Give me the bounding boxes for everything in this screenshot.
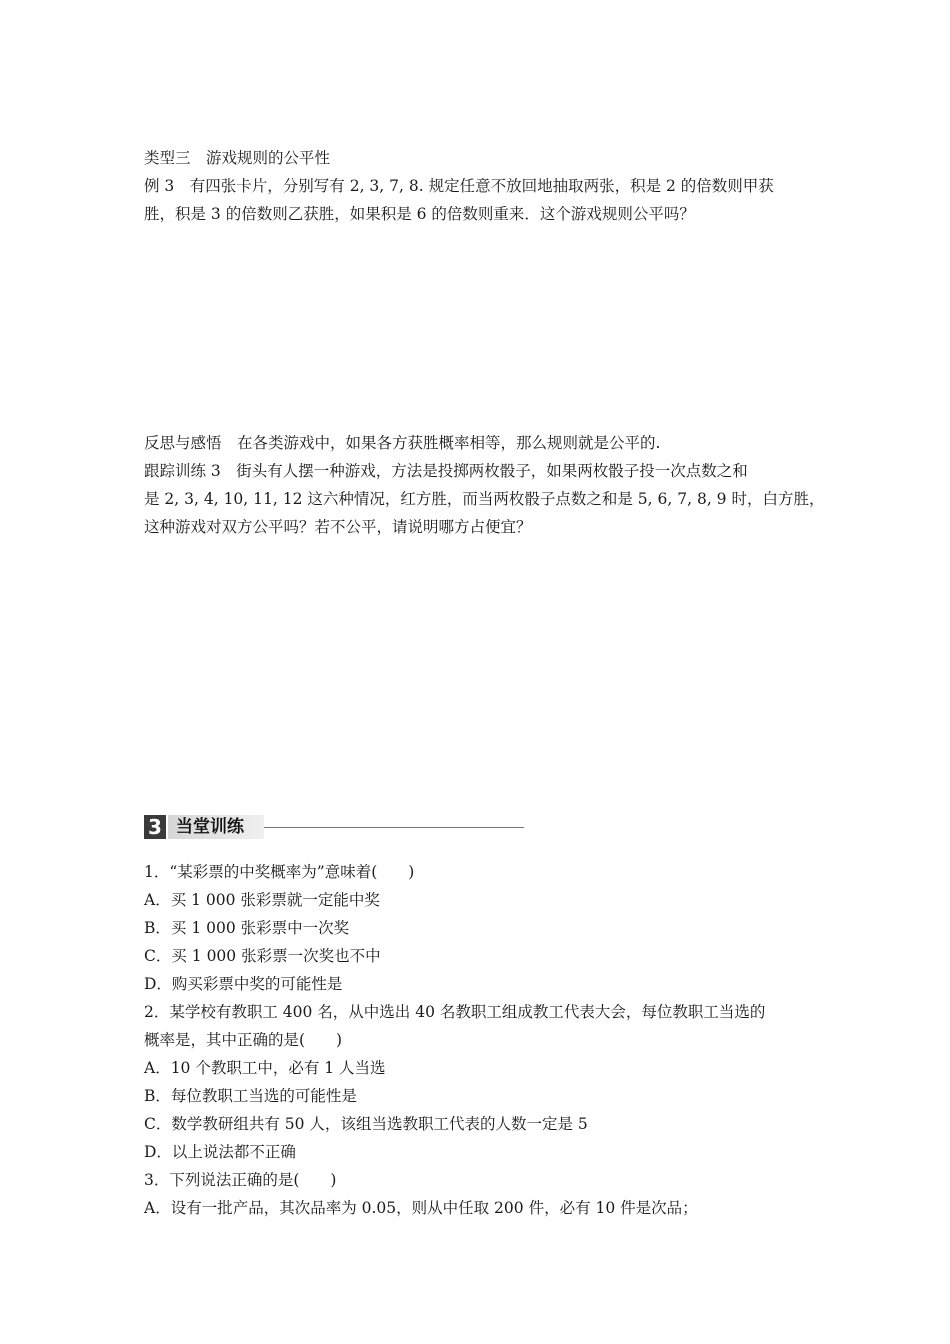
q2-option-a: A．10 个教职工中，必有 1 人当选 [144,1059,386,1077]
q1-option-b: B．买 1 000 张彩票中一次奖 [144,919,350,937]
q1-stem: 1．“某彩票的中奖概率为”意味着( ) [144,863,415,881]
q2-option-c: C．数学教研组共有 50 人，该组当选教职工代表的人数一定是 5 [144,1115,588,1133]
q2-stem-line-2: 概率是，其中正确的是( ) [144,1031,343,1049]
section-number-badge: 3 [144,815,166,839]
reflection-text: 反思与感悟 在各类游戏中，如果各方获胜概率相等，那么规则就是公平的. [144,434,661,452]
tracking-line-1: 跟踪训练 3 街头有人摆一种游戏，方法是投掷两枚骰子，如果两枚骰子投一次点数之和 [144,462,748,480]
section-title: 当堂训练 [176,817,244,837]
q2-option-d: D．以上说法都不正确 [144,1143,296,1161]
section-rule-divider [264,827,524,828]
q2-option-b: B．每位教职工当选的可能性是 [144,1087,357,1105]
tracking-line-3: 这种游戏对双方公平吗？若不公平，请说明哪方占便宜？ [144,518,532,536]
example3-line-2: 胜，积是 3 的倍数则乙获胜，如果积是 6 的倍数则重来．这个游戏规则公平吗？ [144,205,695,223]
q3-stem: 3．下列说法正确的是( ) [144,1171,337,1189]
tracking-line-2: 是 2, 3, 4, 10, 11, 12 这六种情况，红方胜，而当两枚骰子点数之和是 5, 6, 7, 8, 9 时，白方胜， [144,490,825,508]
q3-option-a: A．设有一批产品，其次品率为 0.05，则从中任取 200 件，必有 10 件是次品； [144,1199,698,1217]
q2-stem-line-1: 2．某学校有教职工 400 名，从中选出 40 名教职工组成教工代表大会，每位教职工当选的 [144,1003,766,1021]
section-title-box [168,815,264,839]
q1-option-a: A．买 1 000 张彩票就一定能中奖 [144,891,380,909]
type3-heading: 类型三 游戏规则的公平性 [144,149,331,167]
section-header [144,815,524,841]
q1-option-d: D．购买彩票中奖的可能性是 [144,975,343,993]
example3-line-1: 例 3 有四张卡片，分别写有 2, 3, 7, 8. 规定任意不放回地抽取两张，积是 2 的倍数则甲获 [144,177,774,195]
q1-option-c: C．买 1 000 张彩票一次奖也不中 [144,947,381,965]
